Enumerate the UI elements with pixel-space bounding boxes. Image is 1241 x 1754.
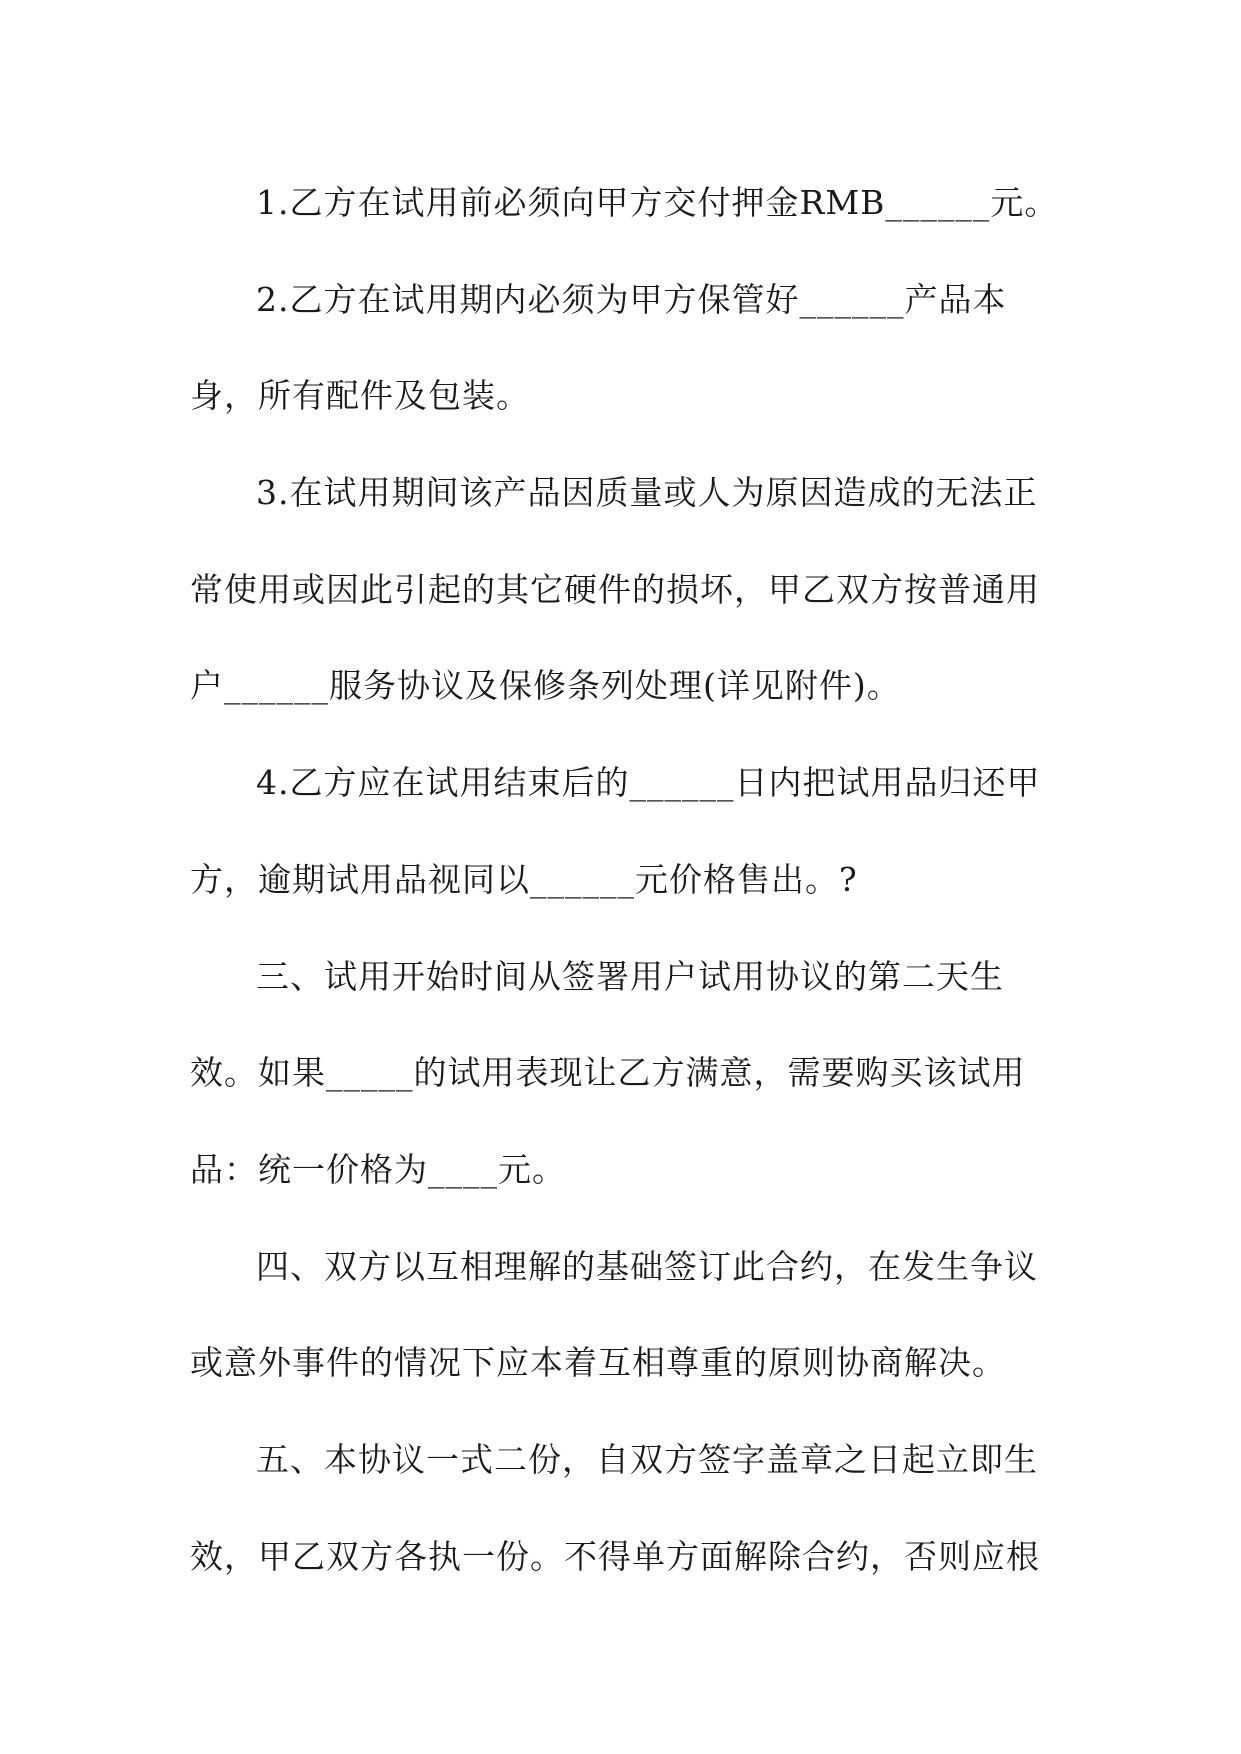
section-4-disputes-line-1: 四、双方以互相理解的基础签订此合约，在发生争议 <box>256 1247 1038 1286</box>
section-4-disputes-line-2: 或意外事件的情况下应本着互相尊重的原则协商解决。 <box>190 1343 1006 1382</box>
clause-3-damage-line-3: 户______服务协议及保修条列处理(详见附件)。 <box>190 666 901 705</box>
section-3-start-time-line-1: 三、试用开始时间从签署用户试用协议的第二天生 <box>256 957 1004 996</box>
section-3-start-time-line-3: 品：统一价格为____元。 <box>190 1150 566 1189</box>
clause-3-damage-line-1: 3.在试用期间该产品因质量或人为原因造成的无法正 <box>256 473 1038 512</box>
clause-3-damage-line-2: 常使用或因此引起的其它硬件的损坏，甲乙双方按普通用 <box>190 570 1040 609</box>
section-3-start-time-line-2: 效。如果_____的试用表现让乙方满意，需要购买该试用 <box>190 1053 1026 1092</box>
section-5-copies-line-1: 五、本协议一式二份，自双方签字盖章之日起立即生 <box>256 1440 1038 1479</box>
section-5-copies-line-2: 效，甲乙双方各执一份。不得单方面解除合约，否则应根 <box>190 1537 1040 1576</box>
clause-1-deposit: 1.乙方在试用前必须向甲方交付押金RMB______元。 <box>256 183 1059 222</box>
clause-2-safekeeping-line-2: 身，所有配件及包装。 <box>190 376 530 415</box>
clause-2-safekeeping-line-1: 2.乙方在试用期内必须为甲方保管好______产品本 <box>256 280 1007 319</box>
clause-4-return-line-1: 4.乙方应在试用结束后的______日内把试用品归还甲 <box>256 763 1041 802</box>
clause-4-return-line-2: 方，逾期试用品视同以______元价格售出。? <box>190 860 858 899</box>
